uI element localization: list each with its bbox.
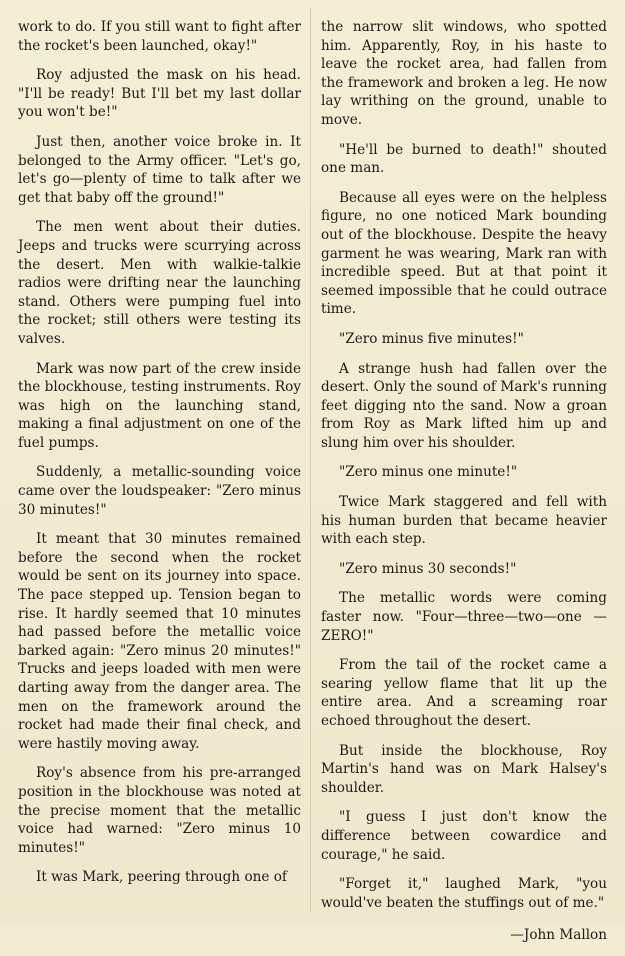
- left-column: [18, 18, 301, 898]
- paragraph: A strange hush had fallen over the desert. Only the sound of Mark's running feet digging nto the sand. Now a groan from Roy as Mark lifted him up and slung him over his shoulder.: [321, 360, 607, 451]
- paragraph: "Zero minus one minute!": [339, 464, 518, 481]
- column-gutter: [310, 8, 311, 913]
- paragraph: "He'll be burned to death!" shouted one man.: [321, 141, 607, 177]
- paragraph: The men went about their duties. Jeeps and trucks were scurrying across the desert. Men with walkie-talkie radios were drifting near the launching stand. Others were pumping fuel into the rocket; still others were testing its valves.: [18, 219, 301, 347]
- author-signature: —John Mallon: [510, 927, 607, 944]
- paragraph: "Forget it," laughed Mark, "you would've beaten the stuffings out of me.": [321, 876, 607, 911]
- paragraph: Because all eyes were on the helpless figure, no one noticed Mark bounding out of the blockhouse. Despite the heavy garment he was wearing, Mark ran with incredible speed. But at that point it seemed impossible that he could outrace time.: [321, 189, 607, 318]
- paragraph: "Zero minus five minutes!": [339, 330, 524, 347]
- paragraph: From the tail of the rocket came a searing yellow flame that lit up the entire area. And a screaming roar echoed throughout the desert.: [321, 657, 607, 729]
- paragraph: the narrow slit windows, who spotted him. Apparently, Roy, in his haste to leave the rocket area, had fallen from the framework and broken a leg. He now lay writhing on the ground, unable to move.: [321, 19, 607, 128]
- right-column: [321, 18, 607, 956]
- paragraph: Roy's absence from his pre-arranged position in the blockhouse was noted at the precise moment that the metallic voice had warned: "Zero minus 10 minutes!": [18, 765, 301, 856]
- paragraph: Roy adjusted the mask on his head. "I'll be ready! But I'll bet my last dollar you won't be!": [18, 67, 301, 121]
- paragraph: Just then, another voice broke in. It belonged to the Army officer. "Let's go, let's go—plenty of time to talk after we get that baby off the ground!": [18, 133, 301, 206]
- paragraph: "Zero minus 30 seconds!": [339, 560, 517, 577]
- paragraph: Twice Mark staggered and fell with his human burden that became heavier with each step.: [321, 494, 607, 548]
- paragraph: It was Mark, peering through one of: [36, 869, 287, 886]
- paragraph: Mark was now part of the crew inside the blockhouse, testing instruments. Roy was high on the launching stand, making a final adjustment on one of the fuel pumps.: [18, 360, 301, 451]
- paragraph: But inside the blockhouse, Roy Martin's hand was on Mark Halsey's shoulder.: [321, 742, 607, 796]
- paragraph: It meant that 30 minutes remained before the second when the rocket would be sent on its journey into space. The pace stepped up. Tension began to rise. It hardly seemed that 10 minutes had passed before the metallic voice barked again: "Zero minus 20 minutes!" Trucks and jeeps loaded with men were darting away from the danger area. The men on the framework around the rocket had made their final check, and were hastily moving away.: [18, 531, 301, 752]
- paragraph: The metallic words were coming faster now. "Four—three—two—one —ZERO!": [321, 590, 607, 644]
- paragraph: work to do. If you still want to fight after the rocket's been launched, okay!": [18, 19, 301, 54]
- paragraph: Suddenly, a metallic-sounding voice came over the loudspeaker: "Zero minus 30 minutes!": [18, 464, 301, 518]
- paragraph: "I guess I just don't know the difference between cowardice and courage," he said.: [321, 809, 607, 863]
